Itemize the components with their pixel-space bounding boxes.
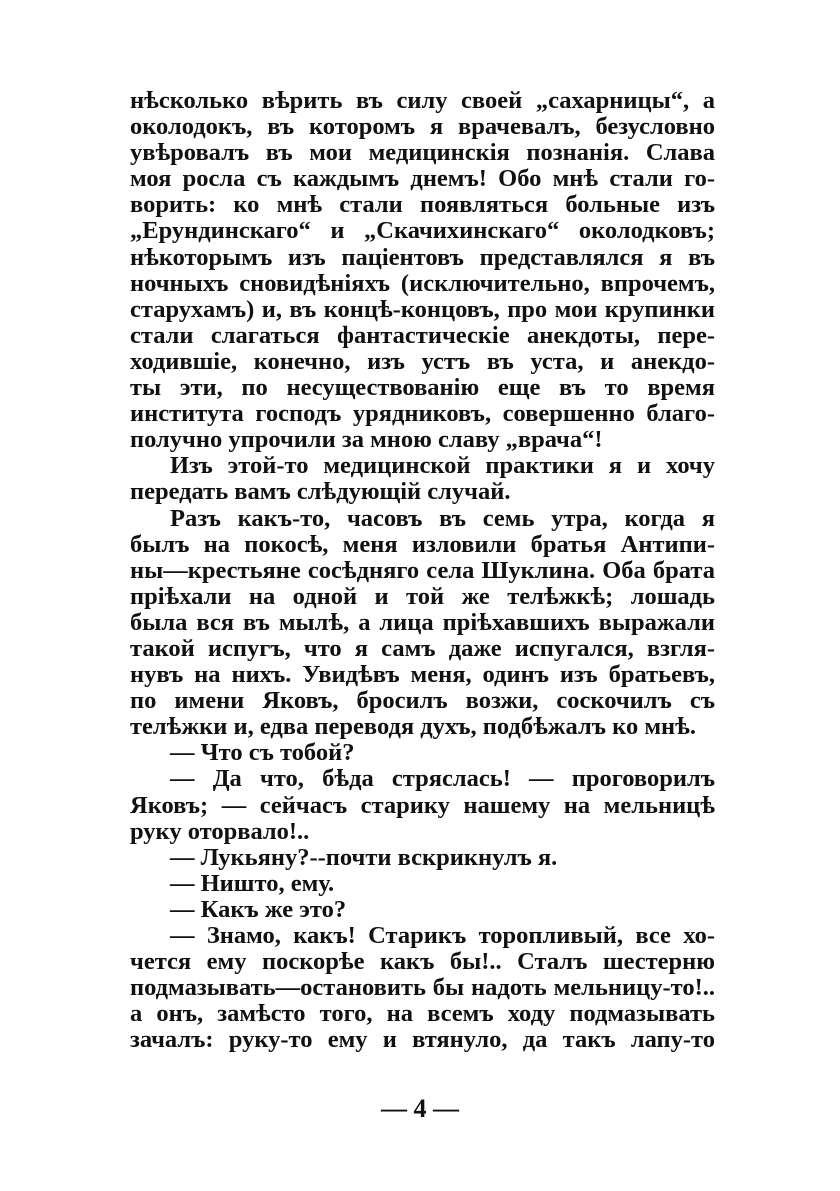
text-line: — Знамо, какъ! Старикъ торопливый, все хо- xyxy=(170,922,715,949)
text-line: по имени Яковъ, бросилъ возжи, соскочилъ съ xyxy=(130,687,715,715)
text-line: института господъ урядниковъ, совершенно благо- xyxy=(130,400,715,428)
text-line: чется ему поскорѣе какъ бы!.. Сталъ шестерню xyxy=(130,948,715,976)
text-line: получно упрочили за мною славу „врача“! xyxy=(130,426,603,454)
text-line: подмазывать—остановить бы надоть мельницу-то!.. xyxy=(130,974,715,1002)
text-line: моя росла съ каждымъ днемъ! Обо мнѣ стали го- xyxy=(130,165,715,193)
text-line: нувъ на нихъ. Увидѣвъ меня, одинъ изъ братьевъ, xyxy=(130,661,715,689)
text-line: стали слагаться фантастическіе анекдоты, пере- xyxy=(130,321,715,349)
text-line: ворить: ко мнѣ стали появляться больные изъ xyxy=(130,191,715,219)
text-line: нѣкоторымъ изъ паціентовъ представлялся я въ xyxy=(130,243,715,271)
text-line: — Что съ тобой? xyxy=(170,739,355,767)
text-line: околодокъ, въ которомъ я врачевалъ, безусловно xyxy=(130,113,715,141)
text-line: — Лукьяну?--почти вскрикнулъ я. xyxy=(170,843,558,871)
text-line: Изъ этой-то медицинской практики я и хочу xyxy=(170,452,715,480)
text-line: — Ништо, ему. xyxy=(170,869,335,897)
text-line: — Какъ же это? xyxy=(170,895,347,923)
text-line: а онъ, замѣсто того, на всемъ ходу подмазывать xyxy=(130,1000,715,1028)
text-line: ты эти, по несуществованію еще въ то время xyxy=(130,374,715,402)
text-line: руку оторвало!.. xyxy=(130,817,310,845)
text-line: передать вамъ слѣдующій случай. xyxy=(130,478,511,506)
text-line: нѣсколько вѣрить въ силу своей „сахарницы“, а xyxy=(130,87,715,114)
page-number: — 4 — xyxy=(381,1094,459,1123)
text-line: зачалъ: руку-то ему и втянуло, да такъ лапу-то xyxy=(130,1026,715,1054)
text-line: ны—крестьяне сосѣдняго села Шуклина. Оба брата xyxy=(130,556,715,584)
text-line: Яковъ; — сейчасъ старику нашему на мельницѣ xyxy=(130,791,715,819)
text-line: такой испугъ, что я самъ даже испугался, взгля- xyxy=(130,634,715,662)
text-line: Разъ какъ-то, часовъ въ семь утра, когда я xyxy=(170,504,715,532)
text-line: была вся въ мылѣ, а лица пріѣхавшихъ выражали xyxy=(130,608,715,636)
text-line: старухамъ) и, въ концѣ-концовъ, про мои крупинки xyxy=(130,295,715,323)
text-line: былъ на покосѣ, меня изловили братья Антипи- xyxy=(130,530,715,558)
text-line: ходившіе, конечно, изъ устъ въ уста, и анекдо- xyxy=(130,347,715,375)
text-line: ночныхъ сновидѣніяхъ (исключительно, впрочемъ, xyxy=(130,269,715,297)
text-line: увѣровалъ въ мои медицинскія познанія. Слава xyxy=(130,139,715,167)
text-line: — Да что, бѣда стряслась! — проговорилъ xyxy=(170,765,715,793)
page-text xyxy=(130,88,715,1053)
text-line: телѣжки и, едва переводя духъ, подбѣжалъ ко мнѣ. xyxy=(130,713,696,741)
text-line: пріѣхали на одной и той же телѣжкѣ; лошадь xyxy=(130,582,715,610)
text-line: „Ерундинскаго“ и „Скачихинскаго“ околодковъ; xyxy=(130,217,715,245)
